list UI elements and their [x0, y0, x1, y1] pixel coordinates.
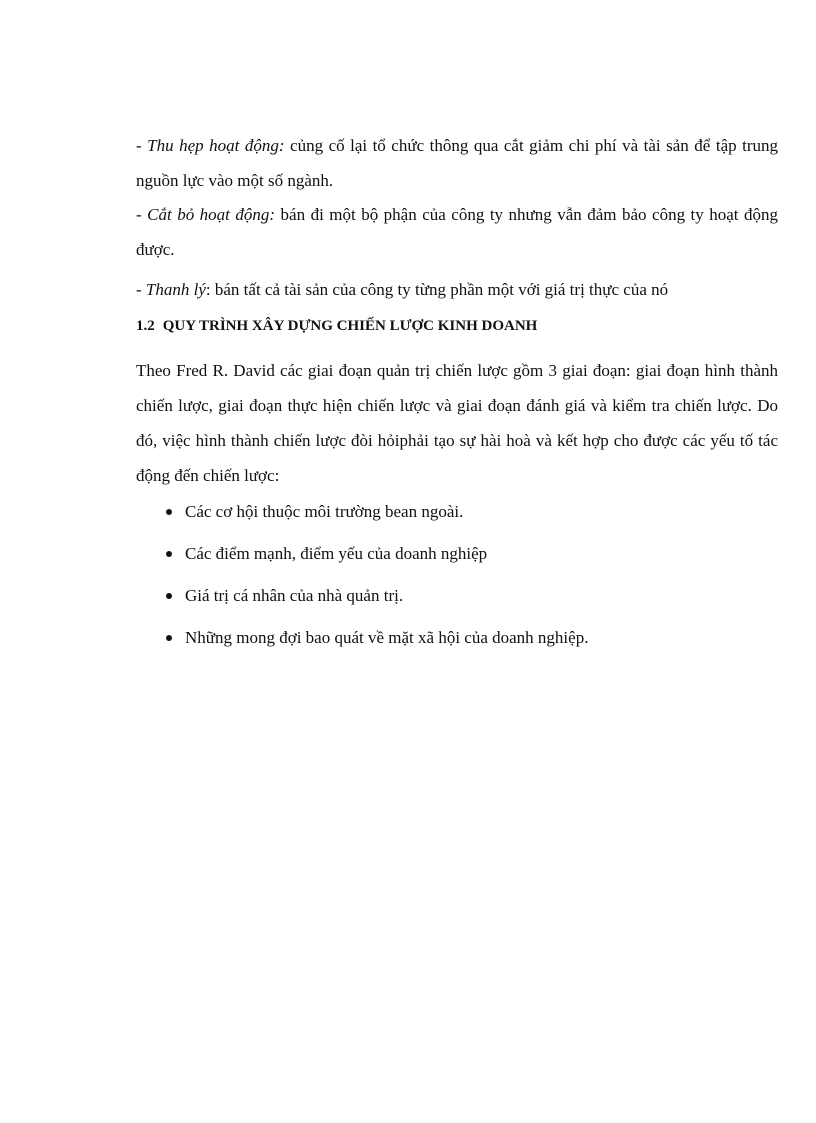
- item-text: : bán tất cả tài sản của công ty từng phần một với giá trị thực của nó: [205, 280, 669, 299]
- list-item: [166, 584, 588, 626]
- bullet-icon: [166, 593, 172, 599]
- item-text: củng cố lại tổ chức thông qua cắt giảm chi phí và tài sản để tập trung nguồn lực vào một số ngành.: [136, 136, 778, 190]
- list-item-text: Những mong đợi bao quát về mặt xã hội của doanh nghiệp.: [185, 628, 589, 647]
- list-item: [166, 626, 588, 668]
- item-term: Thanh lý: [145, 280, 206, 299]
- list-item: [166, 500, 588, 542]
- item-prefix: -: [136, 280, 146, 299]
- item-term: Thu hẹp hoạt động:: [147, 136, 285, 155]
- bullet-icon: [166, 509, 172, 515]
- list-item-text: Giá trị cá nhân của nhà quản trị.: [185, 586, 404, 605]
- section-title: QUY TRÌNH XÂY DỰNG CHIẾN LƯỢC KINH DOANH: [162, 318, 538, 334]
- item-cat-bo: [136, 197, 778, 267]
- item-term: Cắt bỏ hoạt động:: [147, 205, 276, 224]
- list-item-text: Các điểm mạnh, điểm yếu của doanh nghiệp: [185, 544, 488, 563]
- list-item: [166, 542, 588, 584]
- section-number: 1.2: [136, 318, 155, 334]
- factor-list: [166, 500, 588, 668]
- item-prefix: -: [136, 136, 148, 155]
- item-prefix: -: [136, 205, 148, 224]
- item-text: bán đi một bộ phận của công ty nhưng vẫn đảm bảo công ty hoạt động được.: [136, 205, 779, 259]
- item-thanh-ly: [136, 272, 778, 307]
- list-item-text: Các cơ hội thuộc môi trường bean ngoài.: [185, 502, 464, 521]
- bullet-icon: [166, 551, 172, 557]
- intro-paragraph: Theo Fred R. David các giai đoạn quản trị chiến lược gồm 3 giai đoạn: giai đoạn hình thành chiến lược, giai đoạn thực hiện chiến lược và giai đoạn đánh giá và kiểm tra chiến lược. Do đó, việc hình thành chiến lược đòi hỏiphải tạo sự hài hoà và kết hợp cho được các yếu tố tác động đến chiến lược:: [136, 361, 778, 485]
- bullet-icon: [166, 635, 172, 641]
- item-thu-hep: [136, 128, 778, 198]
- section-heading: [136, 314, 778, 338]
